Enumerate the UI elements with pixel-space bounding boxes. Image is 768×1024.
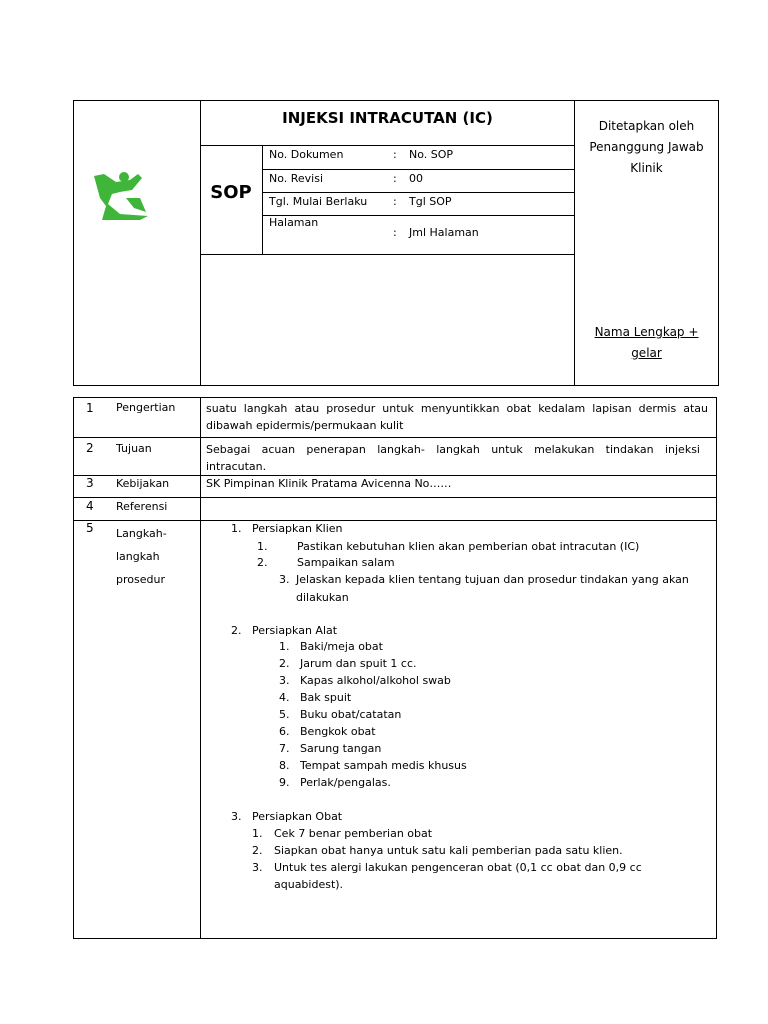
- row-label: Pengertian: [116, 401, 176, 414]
- section-title: Persiapkan Klien: [252, 522, 343, 535]
- step-text: Untuk tes alergi lakukan pengenceran obat (0,1 cc obat dan 0,9 cc: [274, 861, 642, 874]
- meta-label-doc-number: No. Dokumen: [269, 148, 344, 161]
- approval-line-3: Klinik: [630, 161, 663, 175]
- step-number: 9.: [279, 776, 290, 789]
- step-text-continuation: aquabidest).: [274, 878, 344, 891]
- step-text-continuation: dilakukan: [296, 591, 349, 604]
- step-number: 3.: [252, 861, 263, 874]
- section-title: Persiapkan Alat: [252, 624, 338, 637]
- step-number: 1.: [252, 827, 263, 840]
- row-label-line: Langkah-: [116, 527, 167, 540]
- step-text: Jelaskan kepada klien tentang tujuan dan prosedur tindakan yang akan: [296, 573, 689, 586]
- meta-separator: :: [393, 172, 397, 185]
- step-number: 2.: [279, 657, 290, 670]
- step-text: Bengkok obat: [300, 725, 376, 738]
- section-title: Persiapkan Obat: [252, 810, 343, 823]
- approver-name: [575, 322, 718, 364]
- row-number: 4: [86, 499, 94, 513]
- meta-separator: :: [393, 226, 397, 239]
- row-label-line: prosedur: [116, 573, 165, 586]
- row-label: [116, 522, 167, 591]
- step-text: Sarung tangan: [300, 742, 382, 755]
- meta-label-revision: No. Revisi: [269, 172, 324, 185]
- step-number: 1.: [257, 540, 268, 553]
- approval-line-1: Ditetapkan oleh: [598, 119, 695, 133]
- meta-value-revision: 00: [409, 172, 423, 185]
- row-number: 5: [86, 521, 94, 535]
- step-text: Sampaikan salam: [297, 556, 395, 569]
- step-text: Siapkan obat hanya untuk satu kali pemberian pada satu klien.: [274, 844, 623, 857]
- approval-line-2: Penanggung Jawab: [589, 140, 704, 154]
- step-text: Kapas alkohol/alkohol swab: [300, 674, 451, 687]
- meta-value-effective-date: Tgl SOP: [409, 195, 452, 208]
- step-text: Pastikan kebutuhan klien akan pemberian obat intracutan (IC): [297, 540, 640, 553]
- step-number: 3.: [279, 674, 290, 687]
- row-number: 2: [86, 441, 94, 455]
- step-number: 7.: [279, 742, 290, 755]
- row-content-policy: SK Pimpinan Klinik Pratama Avicenna No……: [206, 477, 452, 490]
- step-number: 4.: [279, 691, 290, 704]
- row-label-line: langkah: [116, 550, 160, 563]
- meta-separator: :: [393, 195, 397, 208]
- step-text: Bak spuit: [300, 691, 352, 704]
- step-number: 8.: [279, 759, 290, 772]
- approval-block: [575, 116, 718, 179]
- page-title: INJEKSI INTRACUTAN (IC): [282, 109, 493, 127]
- step-number: 2.: [257, 556, 268, 569]
- step-text: Jarum dan spuit 1 cc.: [300, 657, 417, 670]
- clinic-logo: [90, 168, 160, 224]
- row-label: Kebijakan: [116, 477, 170, 490]
- meta-separator: :: [393, 148, 397, 161]
- step-text: Cek 7 benar pemberian obat: [274, 827, 433, 840]
- section-number: 3.: [231, 810, 242, 823]
- step-text: Perlak/pengalas.: [300, 776, 391, 789]
- meta-value-doc-number: No. SOP: [409, 148, 454, 161]
- section-number: 1.: [231, 522, 242, 535]
- approver-name-line-2: gelar: [631, 346, 662, 360]
- row-content-definition: suatu langkah atau prosedur untuk menyuntikkan obat kedalam lapisan dermis atau dibawah epidermis/permukaan kulit: [206, 402, 708, 432]
- row-label: Referensi: [116, 500, 168, 513]
- row-content-purpose: Sebagai acuan penerapan langkah- langkah untuk melakukan tindakan injeksi intracutan.: [206, 443, 700, 473]
- meta-label-effective-date: Tgl. Mulai Berlaku: [269, 195, 368, 208]
- approver-name-line-1: Nama Lengkap +: [594, 325, 699, 339]
- step-text: Tempat sampah medis khusus: [300, 759, 467, 772]
- step-number: 2.: [252, 844, 263, 857]
- meta-value-pages: Jml Halaman: [409, 226, 479, 239]
- step-number: 6.: [279, 725, 290, 738]
- meta-label-pages: Halaman: [269, 216, 319, 229]
- step-text: Baki/meja obat: [300, 640, 383, 653]
- row-number: 1: [86, 401, 94, 415]
- step-number: 5.: [279, 708, 290, 721]
- section-number: 2.: [231, 624, 242, 637]
- step-text: Buku obat/catatan: [300, 708, 402, 721]
- step-number: 3.: [279, 573, 290, 586]
- row-label: Tujuan: [116, 442, 152, 455]
- sop-label: SOP: [210, 182, 252, 203]
- row-number: 3: [86, 476, 94, 490]
- step-number: 1.: [279, 640, 290, 653]
